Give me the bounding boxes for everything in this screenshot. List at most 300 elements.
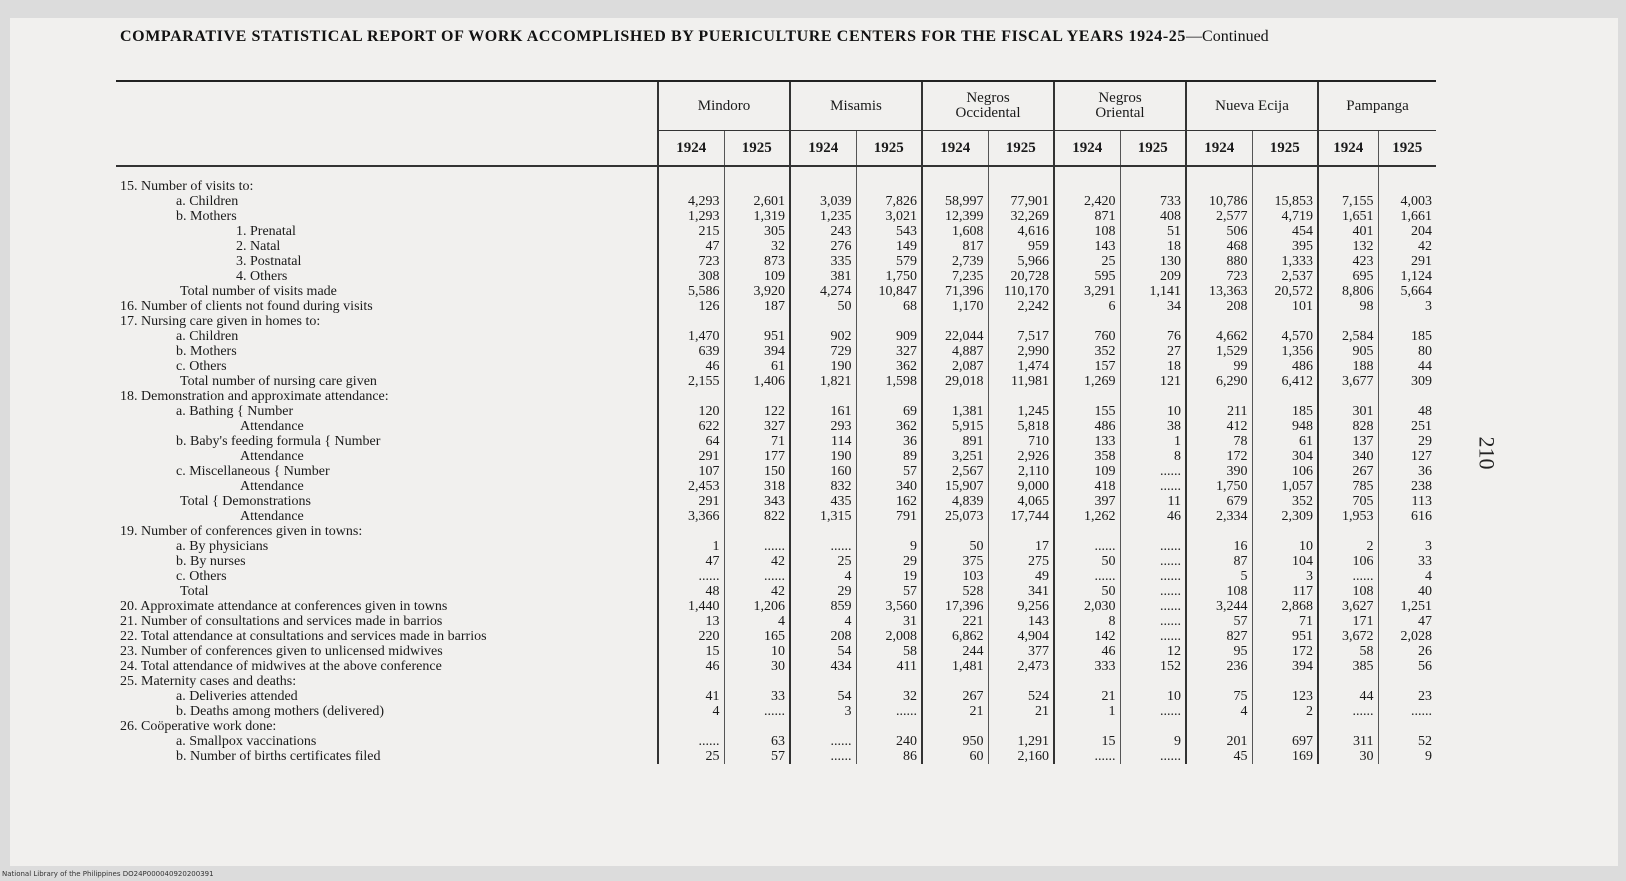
value-cell: 1,406 xyxy=(724,374,790,389)
value-cell: 120 xyxy=(658,404,724,419)
row-label: c. Others xyxy=(176,359,227,374)
value-cell: 15,853 xyxy=(1252,194,1318,209)
value-cell: 11,981 xyxy=(988,374,1054,389)
value-cell: 4 xyxy=(1186,704,1252,719)
value-cell: 434 xyxy=(790,659,856,674)
header-spacer-row xyxy=(116,166,1436,179)
row-label: Total number of nursing care given xyxy=(180,374,377,389)
value-cell: 408 xyxy=(1120,209,1186,224)
province-header: Pampanga xyxy=(1318,82,1436,131)
value-cell: 454 xyxy=(1252,224,1318,239)
value-cell: 318 xyxy=(724,479,790,494)
value-cell: 1,206 xyxy=(724,599,790,614)
value-cell: ...... xyxy=(1120,539,1186,554)
value-cell: 101 xyxy=(1252,299,1318,314)
row-label: b. Mothers xyxy=(176,344,237,359)
value-cell: 75 xyxy=(1186,689,1252,704)
value-cell: 1,269 xyxy=(1054,374,1120,389)
value-cell: 32,269 xyxy=(988,209,1054,224)
table-row xyxy=(116,449,1436,464)
table-row xyxy=(116,344,1436,359)
value-cell: 107 xyxy=(658,464,724,479)
value-cell: 42 xyxy=(724,584,790,599)
value-cell xyxy=(1318,674,1378,689)
value-cell: 301 xyxy=(1318,404,1378,419)
row-label: 26. Coöperative work done: xyxy=(120,719,277,734)
value-cell: 948 xyxy=(1252,419,1318,434)
row-label: 16. Number of clients not found during visits xyxy=(120,299,373,314)
value-cell: 3,366 xyxy=(658,509,724,524)
value-cell: 2,537 xyxy=(1252,269,1318,284)
table-row xyxy=(116,434,1436,449)
value-cell: 335 xyxy=(790,254,856,269)
value-cell xyxy=(1120,179,1186,194)
value-cell: 60 xyxy=(922,749,988,764)
value-cell: 127 xyxy=(1378,449,1436,464)
value-cell xyxy=(1252,179,1318,194)
value-cell: 1,356 xyxy=(1252,344,1318,359)
value-cell: 31 xyxy=(856,614,922,629)
value-cell: 9,256 xyxy=(988,599,1054,614)
value-cell: 2,242 xyxy=(988,299,1054,314)
value-cell: 695 xyxy=(1318,269,1378,284)
table-row xyxy=(116,599,1436,614)
value-cell: 723 xyxy=(1186,269,1252,284)
value-cell: ...... xyxy=(1120,749,1186,764)
value-cell xyxy=(1054,674,1120,689)
value-cell: 377 xyxy=(988,644,1054,659)
value-cell: 86 xyxy=(856,749,922,764)
value-cell: 48 xyxy=(1378,404,1436,419)
value-cell: 5,915 xyxy=(922,419,988,434)
value-cell: 54 xyxy=(790,689,856,704)
value-cell xyxy=(790,389,856,404)
row-label: 23. Number of conferences given to unlicensed midwives xyxy=(120,644,443,659)
table-row xyxy=(116,584,1436,599)
value-cell: 5,818 xyxy=(988,419,1054,434)
value-cell: ...... xyxy=(1120,584,1186,599)
value-cell xyxy=(988,524,1054,539)
value-cell: 1,481 xyxy=(922,659,988,674)
value-cell: 2,008 xyxy=(856,629,922,644)
value-cell: 2,028 xyxy=(1378,629,1436,644)
row-label: 15. Number of visits to: xyxy=(120,179,254,194)
value-cell: 99 xyxy=(1186,359,1252,374)
value-cell: 390 xyxy=(1186,464,1252,479)
value-cell: 15 xyxy=(658,644,724,659)
value-cell: 47 xyxy=(658,239,724,254)
value-cell xyxy=(1186,524,1252,539)
value-cell: 276 xyxy=(790,239,856,254)
value-cell: 828 xyxy=(1318,419,1378,434)
value-cell: 2,567 xyxy=(922,464,988,479)
value-cell xyxy=(658,179,724,194)
value-cell: 2,160 xyxy=(988,749,1054,764)
year-header: 1924 xyxy=(790,131,856,167)
table-row xyxy=(116,404,1436,419)
value-cell: 172 xyxy=(1186,449,1252,464)
value-cell: 340 xyxy=(856,479,922,494)
value-cell xyxy=(856,674,922,689)
value-cell: 1,124 xyxy=(1378,269,1436,284)
value-cell: 6,862 xyxy=(922,629,988,644)
table-row xyxy=(116,299,1436,314)
table-row xyxy=(116,689,1436,704)
table-row xyxy=(116,194,1436,209)
value-cell: 109 xyxy=(1054,464,1120,479)
province-header: Nueva Ecija xyxy=(1186,82,1318,131)
value-cell: ...... xyxy=(658,569,724,584)
province-header-text: Negros Oriental xyxy=(1095,90,1145,121)
value-cell: 54 xyxy=(790,644,856,659)
value-cell: 2,420 xyxy=(1054,194,1120,209)
spacer-cell xyxy=(116,166,658,179)
value-cell: ...... xyxy=(1120,614,1186,629)
value-cell: 13,363 xyxy=(1186,284,1252,299)
value-cell xyxy=(1120,524,1186,539)
value-cell xyxy=(1120,719,1186,734)
value-cell: 4,662 xyxy=(1186,329,1252,344)
value-cell: 1,953 xyxy=(1318,509,1378,524)
value-cell: 3,021 xyxy=(856,209,922,224)
value-cell: 2,584 xyxy=(1318,329,1378,344)
value-cell: 1,750 xyxy=(1186,479,1252,494)
value-cell: 185 xyxy=(1252,404,1318,419)
value-cell: 622 xyxy=(658,419,724,434)
value-cell: 10,786 xyxy=(1186,194,1252,209)
value-cell: 486 xyxy=(1054,419,1120,434)
value-cell: 25 xyxy=(790,554,856,569)
value-cell: 1,440 xyxy=(658,599,724,614)
value-cell: 2 xyxy=(1318,539,1378,554)
value-cell: 579 xyxy=(856,254,922,269)
value-cell xyxy=(1318,719,1378,734)
table-row xyxy=(116,284,1436,299)
value-cell: ...... xyxy=(1120,479,1186,494)
value-cell xyxy=(1318,179,1378,194)
value-cell: 33 xyxy=(724,689,790,704)
value-cell: 397 xyxy=(1054,494,1120,509)
value-cell: 126 xyxy=(658,299,724,314)
value-cell: 29 xyxy=(790,584,856,599)
value-cell xyxy=(1378,719,1436,734)
value-cell: 32 xyxy=(856,689,922,704)
value-cell xyxy=(724,389,790,404)
value-cell: 15 xyxy=(1054,734,1120,749)
value-cell: 10 xyxy=(1120,404,1186,419)
value-cell: 49 xyxy=(988,569,1054,584)
table-row xyxy=(116,374,1436,389)
value-cell: 87 xyxy=(1186,554,1252,569)
spacer-cell xyxy=(1120,166,1186,179)
row-label: b. By nurses xyxy=(176,554,246,569)
value-cell: 395 xyxy=(1252,239,1318,254)
value-cell: 2,739 xyxy=(922,254,988,269)
value-cell: 4,003 xyxy=(1378,194,1436,209)
row-label: b. Number of births certificates filed xyxy=(176,749,381,764)
value-cell xyxy=(1054,524,1120,539)
value-cell xyxy=(1054,389,1120,404)
value-cell xyxy=(988,389,1054,404)
row-label: Attendance xyxy=(240,419,304,434)
value-cell: 362 xyxy=(856,419,922,434)
value-cell: 1,235 xyxy=(790,209,856,224)
value-cell: 215 xyxy=(658,224,724,239)
value-cell xyxy=(988,314,1054,329)
value-cell: 187 xyxy=(724,299,790,314)
value-cell: 18 xyxy=(1120,239,1186,254)
value-cell: 2,155 xyxy=(658,374,724,389)
value-cell: 29 xyxy=(1378,434,1436,449)
value-cell xyxy=(658,524,724,539)
value-cell: 822 xyxy=(724,509,790,524)
row-label: 3. Postnatal xyxy=(236,254,302,269)
spacer-cell xyxy=(988,166,1054,179)
value-cell: 108 xyxy=(1186,584,1252,599)
value-cell: 1,608 xyxy=(922,224,988,239)
value-cell: 3,677 xyxy=(1318,374,1378,389)
value-cell xyxy=(790,314,856,329)
value-cell: ...... xyxy=(1120,629,1186,644)
value-cell: 305 xyxy=(724,224,790,239)
value-cell: 6,290 xyxy=(1186,374,1252,389)
value-cell: 8 xyxy=(1120,449,1186,464)
value-cell: ...... xyxy=(1120,599,1186,614)
value-cell xyxy=(1378,524,1436,539)
value-cell: 27 xyxy=(1120,344,1186,359)
value-cell: 177 xyxy=(724,449,790,464)
value-cell: 25 xyxy=(1054,254,1120,269)
row-label: 21. Number of consultations and services made in barrios xyxy=(120,614,443,629)
value-cell: 267 xyxy=(1318,464,1378,479)
value-cell: 57 xyxy=(724,749,790,764)
value-cell: 1,141 xyxy=(1120,284,1186,299)
value-cell: 1 xyxy=(1054,704,1120,719)
value-cell: 710 xyxy=(988,434,1054,449)
value-cell: 7,517 xyxy=(988,329,1054,344)
value-cell xyxy=(1318,389,1378,404)
value-cell: 109 xyxy=(724,269,790,284)
value-cell: 423 xyxy=(1318,254,1378,269)
value-cell: 2,868 xyxy=(1252,599,1318,614)
value-cell: 705 xyxy=(1318,494,1378,509)
value-cell: 7,235 xyxy=(922,269,988,284)
value-cell: ...... xyxy=(1054,539,1120,554)
value-cell: 220 xyxy=(658,629,724,644)
value-cell: 130 xyxy=(1120,254,1186,269)
year-header: 1924 xyxy=(1054,131,1120,167)
row-label: a. By physicians xyxy=(176,539,269,554)
value-cell: 50 xyxy=(922,539,988,554)
value-cell: 1,319 xyxy=(724,209,790,224)
row-label: 22. Total attendance at consultations and services made in barrios xyxy=(120,629,487,644)
value-cell: 4,839 xyxy=(922,494,988,509)
value-cell: 486 xyxy=(1252,359,1318,374)
year-header: 1925 xyxy=(988,131,1054,167)
value-cell: 46 xyxy=(658,659,724,674)
value-cell: 48 xyxy=(658,584,724,599)
value-cell: 190 xyxy=(790,359,856,374)
value-cell: 1,474 xyxy=(988,359,1054,374)
value-cell xyxy=(1252,389,1318,404)
value-cell xyxy=(988,674,1054,689)
value-cell: 110,170 xyxy=(988,284,1054,299)
value-cell: ...... xyxy=(658,734,724,749)
value-cell: 2,087 xyxy=(922,359,988,374)
value-cell xyxy=(988,719,1054,734)
value-cell: 32 xyxy=(724,239,790,254)
value-cell xyxy=(658,719,724,734)
value-cell: 11 xyxy=(1120,494,1186,509)
value-cell: 4 xyxy=(1378,569,1436,584)
value-cell: 38 xyxy=(1120,419,1186,434)
value-cell xyxy=(658,389,724,404)
value-cell: 117 xyxy=(1252,584,1318,599)
value-cell xyxy=(724,314,790,329)
value-cell: 411 xyxy=(856,659,922,674)
value-cell: 44 xyxy=(1318,689,1378,704)
value-cell: 362 xyxy=(856,359,922,374)
value-cell xyxy=(922,674,988,689)
value-cell xyxy=(790,524,856,539)
value-cell: ...... xyxy=(1318,569,1378,584)
row-label: a. Children xyxy=(176,194,239,209)
spacer-cell xyxy=(856,166,922,179)
value-cell: 905 xyxy=(1318,344,1378,359)
spacer-cell xyxy=(790,166,856,179)
value-cell: 352 xyxy=(1252,494,1318,509)
report-title xyxy=(120,28,1269,46)
year-header: 1924 xyxy=(1186,131,1252,167)
value-cell: 190 xyxy=(790,449,856,464)
row-label: Total number of visits made xyxy=(180,284,337,299)
value-cell: 143 xyxy=(1054,239,1120,254)
row-label: b. Mothers xyxy=(176,209,237,224)
value-cell xyxy=(1054,719,1120,734)
value-cell xyxy=(1252,674,1318,689)
value-cell: 909 xyxy=(856,329,922,344)
row-label: a. Deliveries attended xyxy=(176,689,298,704)
source-footer: National Library of the Philippines DO24P000040920200391 xyxy=(2,870,214,878)
value-cell: 36 xyxy=(1378,464,1436,479)
row-label: Total xyxy=(180,584,209,599)
value-cell: 394 xyxy=(724,344,790,359)
value-cell: 3 xyxy=(1378,539,1436,554)
value-cell: 188 xyxy=(1318,359,1378,374)
spacer-cell xyxy=(922,166,988,179)
value-cell: 50 xyxy=(1054,584,1120,599)
value-cell: ...... xyxy=(1378,704,1436,719)
value-cell: 61 xyxy=(724,359,790,374)
value-cell: 243 xyxy=(790,224,856,239)
value-cell: 42 xyxy=(724,554,790,569)
value-cell: 89 xyxy=(856,449,922,464)
value-cell: 291 xyxy=(658,449,724,464)
row-label: 1. Prenatal xyxy=(236,224,296,239)
value-cell: 3,627 xyxy=(1318,599,1378,614)
value-cell xyxy=(790,674,856,689)
table-row xyxy=(116,419,1436,434)
value-cell: 69 xyxy=(856,404,922,419)
value-cell: 1,529 xyxy=(1186,344,1252,359)
value-cell: 375 xyxy=(922,554,988,569)
value-cell: 340 xyxy=(1318,449,1378,464)
row-label: 20. Approximate attendance at conferences given in towns xyxy=(120,599,448,614)
value-cell: 1 xyxy=(1120,434,1186,449)
value-cell: 1,381 xyxy=(922,404,988,419)
value-cell: 950 xyxy=(922,734,988,749)
value-cell: 20,728 xyxy=(988,269,1054,284)
value-cell: 160 xyxy=(790,464,856,479)
value-cell xyxy=(856,389,922,404)
value-cell: 6 xyxy=(1054,299,1120,314)
value-cell: 2,473 xyxy=(988,659,1054,674)
value-cell xyxy=(1252,719,1318,734)
value-cell: 36 xyxy=(856,434,922,449)
value-cell: 58 xyxy=(1318,644,1378,659)
value-cell: 50 xyxy=(1054,554,1120,569)
value-cell: 880 xyxy=(1186,254,1252,269)
row-label: 2. Natal xyxy=(236,239,281,254)
table-row xyxy=(116,224,1436,239)
value-cell: 2,030 xyxy=(1054,599,1120,614)
value-cell: 68 xyxy=(856,299,922,314)
value-cell: ...... xyxy=(790,734,856,749)
value-cell: 3 xyxy=(1378,299,1436,314)
value-cell xyxy=(988,179,1054,194)
value-cell: 157 xyxy=(1054,359,1120,374)
value-cell: 394 xyxy=(1252,659,1318,674)
value-cell: 4 xyxy=(724,614,790,629)
value-cell: 4,293 xyxy=(658,194,724,209)
value-cell xyxy=(1120,314,1186,329)
value-cell: 20,572 xyxy=(1252,284,1318,299)
table-row xyxy=(116,269,1436,284)
row-label: c. Miscellaneous { Number xyxy=(176,464,330,479)
value-cell: 293 xyxy=(790,419,856,434)
value-cell: 1,251 xyxy=(1378,599,1436,614)
value-cell: 2,309 xyxy=(1252,509,1318,524)
value-cell: 113 xyxy=(1378,494,1436,509)
spacer-cell xyxy=(1318,166,1378,179)
value-cell: 19 xyxy=(856,569,922,584)
value-cell: 208 xyxy=(790,629,856,644)
value-cell: 45 xyxy=(1186,749,1252,764)
table-row xyxy=(116,494,1436,509)
value-cell: 418 xyxy=(1054,479,1120,494)
value-cell: 221 xyxy=(922,614,988,629)
value-cell xyxy=(1252,524,1318,539)
value-cell xyxy=(1054,314,1120,329)
table-row xyxy=(116,719,1436,734)
value-cell: 308 xyxy=(658,269,724,284)
value-cell: 616 xyxy=(1378,509,1436,524)
value-cell: 52 xyxy=(1378,734,1436,749)
table-row xyxy=(116,659,1436,674)
value-cell: 3,244 xyxy=(1186,599,1252,614)
value-cell: 209 xyxy=(1120,269,1186,284)
row-label: a. Bathing { Number xyxy=(176,404,294,419)
value-cell: 108 xyxy=(1318,584,1378,599)
spacer-cell xyxy=(658,166,724,179)
value-cell: 58,997 xyxy=(922,194,988,209)
value-cell: 61 xyxy=(1252,434,1318,449)
value-cell: 46 xyxy=(658,359,724,374)
value-cell: 44 xyxy=(1378,359,1436,374)
row-label: 17. Nursing care given in homes to: xyxy=(120,314,321,329)
year-header: 1924 xyxy=(1318,131,1378,167)
value-cell: 959 xyxy=(988,239,1054,254)
